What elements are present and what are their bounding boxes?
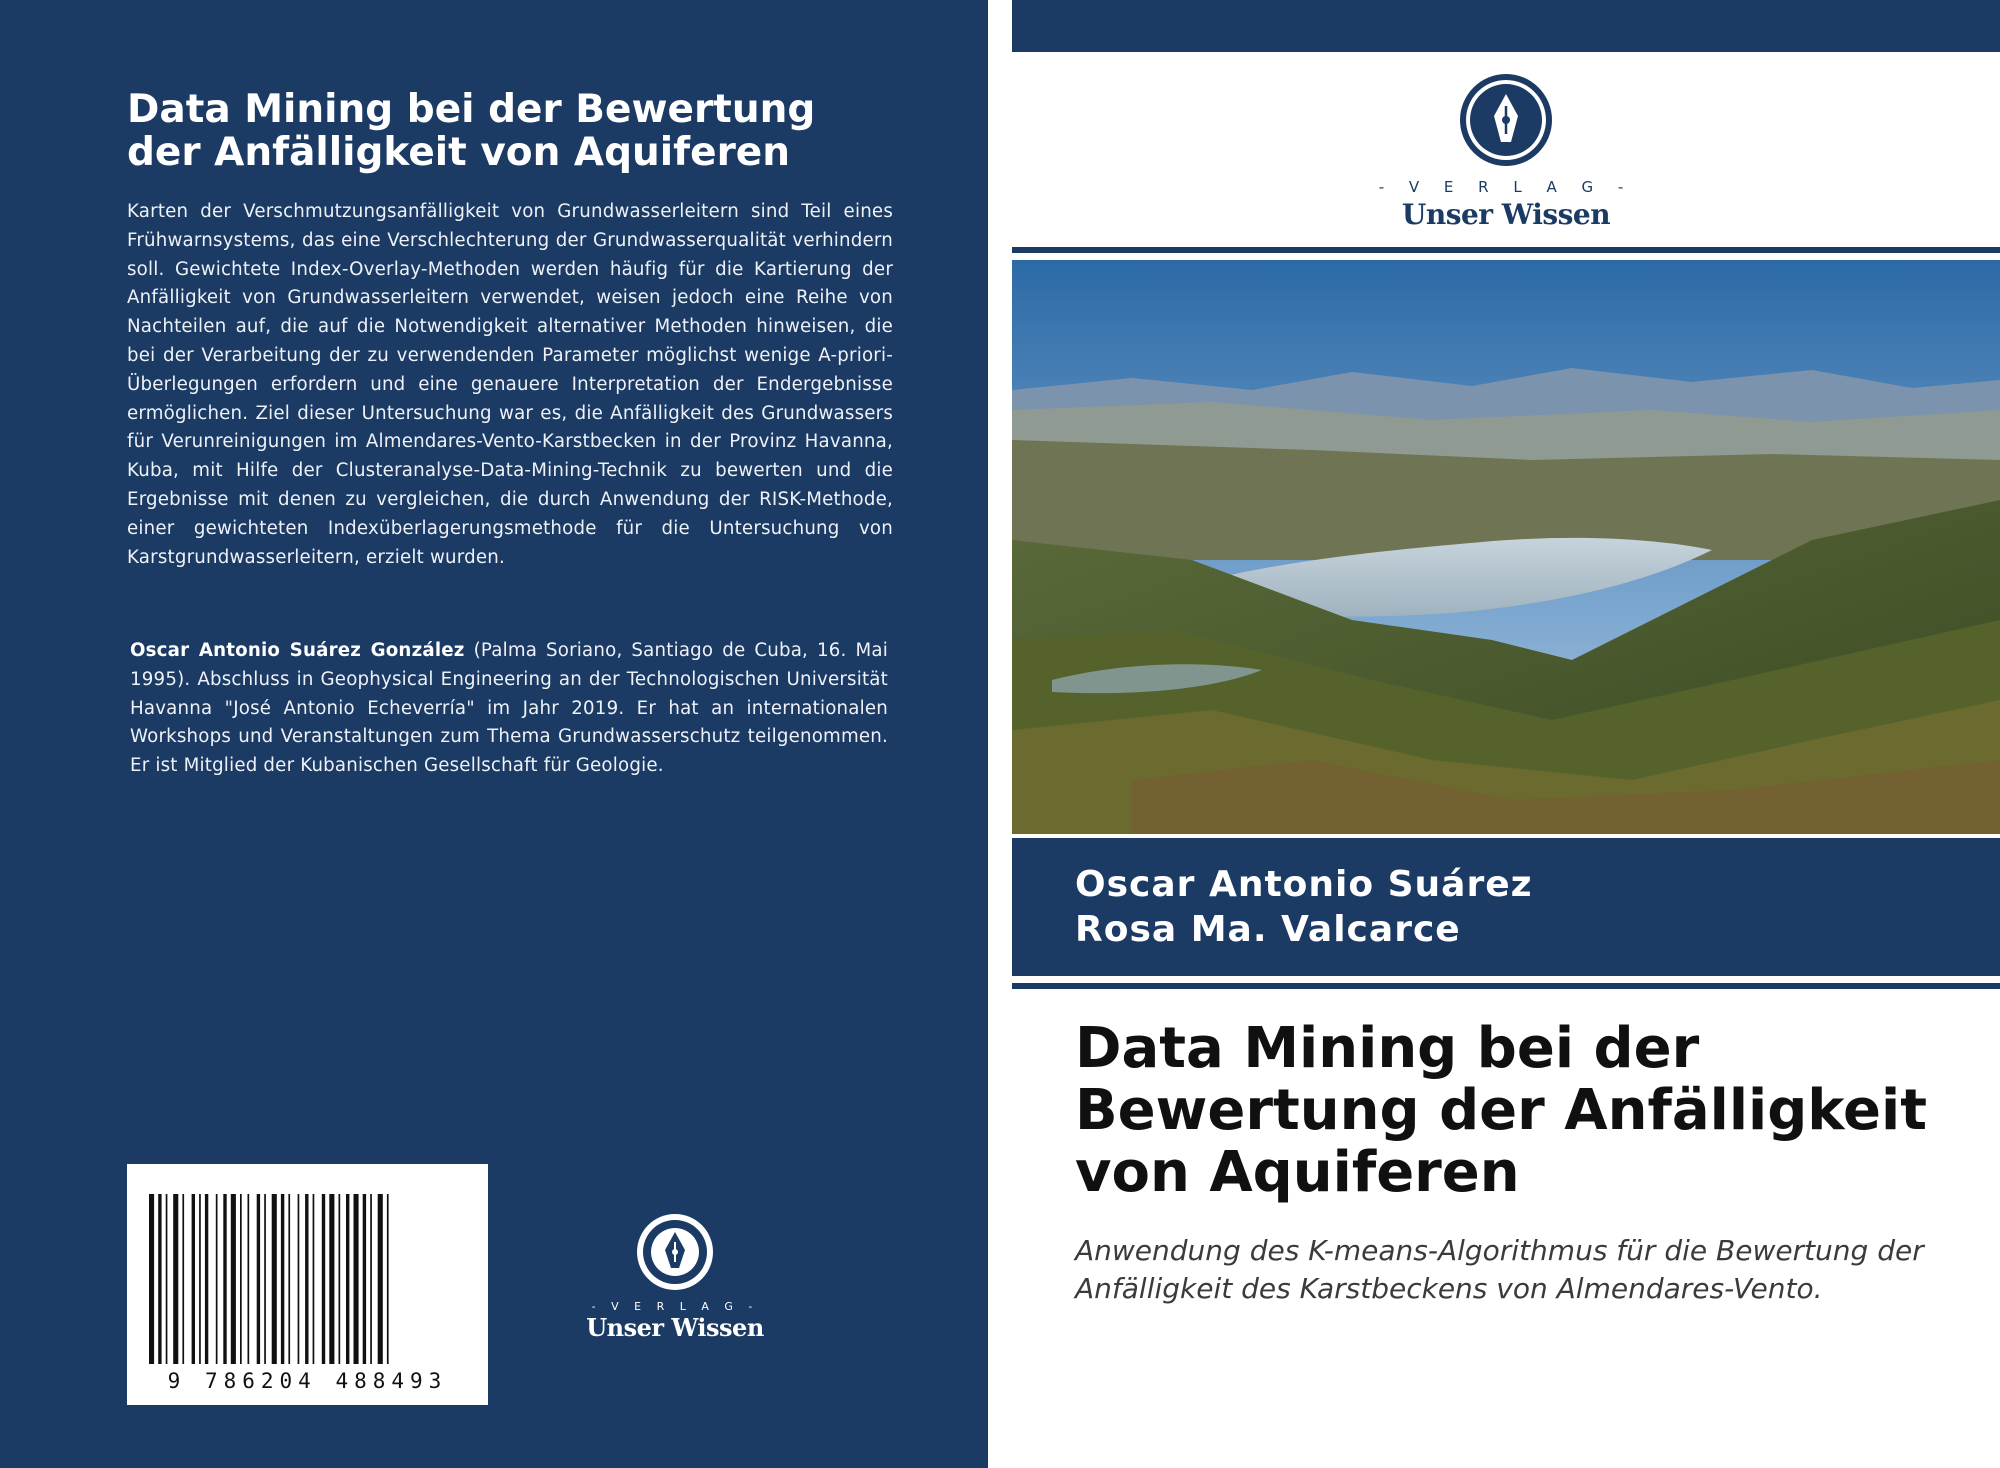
back-publisher-name: Unser Wissen bbox=[586, 1313, 764, 1342]
back-publisher-logo bbox=[580, 1212, 770, 1342]
fountain-pen-nib-icon bbox=[635, 1212, 715, 1292]
spine bbox=[988, 0, 1012, 1468]
author-2: Rosa Ma. Valcarce bbox=[1075, 909, 1461, 950]
back-cover-title: Data Mining bei der Bewertung der Anfälligkeit von Aquiferen bbox=[127, 87, 816, 175]
author-bio-name: Oscar Antonio Suárez González bbox=[130, 640, 465, 661]
landscape-photo bbox=[1012, 260, 2000, 834]
front-verlag-label: - V E R L A G - bbox=[1378, 178, 1634, 196]
back-verlag-label: - V E R L A G - bbox=[591, 1300, 759, 1313]
fountain-pen-nib-icon bbox=[1458, 72, 1554, 168]
divider-top bbox=[1012, 247, 2000, 253]
front-cover-subtitle: Anwendung des K-means-Algorithmus für die Bewertung der Anfälligkeit des Karstbeckens von Almendares-Vento. bbox=[1075, 1234, 1924, 1305]
author-bio-text: (Palma Soriano, Santiago de Cuba, 16. Mai 1995). Abschluss in Geophysical Engineering an der Technologischen Universität Havanna "José Antonio Echeverría" im Jahr 2019. Er hat an internationalen Workshops und Veranstaltungen zum Thema Grundwasserschutz teilgenommen. Er ist Mitglied der Kubanischen Gesellschaft für Geologie. bbox=[130, 640, 888, 777]
front-publisher-name: Unser Wissen bbox=[1401, 198, 1611, 231]
isbn-number: 9 786204 488493 bbox=[167, 1369, 448, 1393]
back-cover-blurb: Karten der Verschmutzungsanfälligkeit von Grundwasserleitern sind Teil eines Frühwarnsystems, das eine Verschlechterung der Grundwasserqualität verhindern soll. Gewichtete Index-Overlay-Methoden werden häufig für die Kartierung der Anfälligkeit von Grundwasserleitern verwendet, weisen jedoch eine Reihe von Nachteilen auf, die auf die Notwendigkeit alternativer Methoden hinweisen, die bei der Verarbeitung der zu verwendenden Parameter möglichst wenige A-priori-Überlegungen erfordern und eine genauere Interpretation der Endergebnisse ermöglichen. Ziel dieser Untersuchung war es, die Anfälligkeit des Grundwassers für Verunreinigungen im Almendares-Vento-Karstbecken in der Provinz Havanna, Kuba, mit Hilfe der Clusteranalyse-Data-Mining-Technik zu bewerten und die Ergebnisse mit denen zu vergleichen, die durch Anwendung der RISK-Methode, einer gewichteten Indexüberlagerungsmethode für die Untersuchung von Karstgrundwasserleitern, erzielt wurden. bbox=[127, 201, 893, 568]
front-publisher-logo bbox=[1012, 72, 2000, 231]
author-bio bbox=[130, 637, 888, 781]
isbn-barcode bbox=[127, 1164, 488, 1405]
author-band bbox=[1012, 838, 2000, 976]
author-1: Oscar Antonio Suárez bbox=[1075, 864, 1533, 905]
top-band bbox=[1012, 0, 2000, 52]
divider-bottom bbox=[1012, 983, 2000, 989]
front-cover-title: Data Mining bei der Bewertung der Anfälligkeit von Aquiferen bbox=[1075, 1016, 1927, 1205]
front-cover bbox=[1012, 0, 2000, 1468]
back-cover bbox=[0, 0, 988, 1468]
